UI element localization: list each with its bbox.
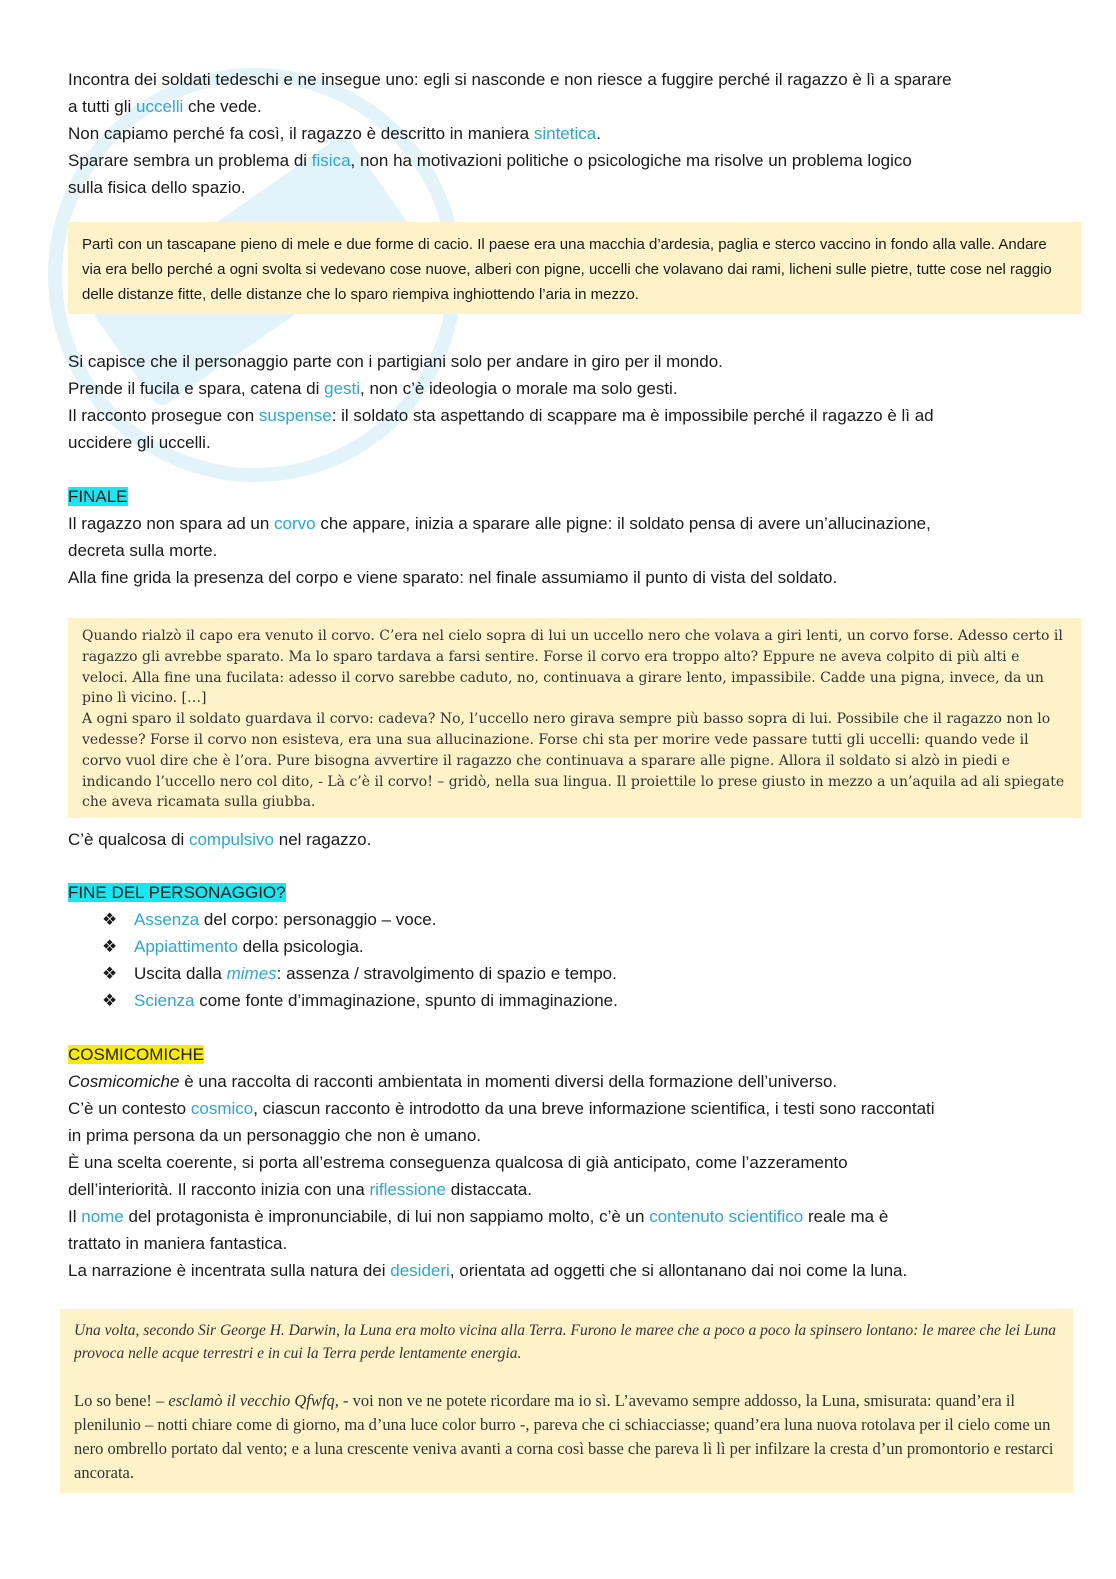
intro-paragraph — [68, 66, 1048, 201]
text-line: Sparare sembra un problema di fisica, non ha motivazioni politiche o psicologiche ma risolve un problema logico — [68, 151, 912, 170]
quote-text: Quando rialzò il capo era venuto il corvo. C’era nel cielo sopra di lui un uccello nero che volava a giri lenti, un corvo forse. Adesso certo il ragazzo gli avrebbe sparato. Ma lo sparo tardava a farsi sentire. Forse il corvo era troppo alto? Eppure ne aveva colpito di più alti e veloci. Alla fine una fucilata: adesso il corvo sarebbe caduto, no, continuava a girare lento, impassibile. Cadde una pigna, invece, da un pino lì vicino. […] — [82, 628, 1063, 707]
bullet-icon: ❖ — [102, 910, 118, 929]
text-line: a tutti gli uccelli che vede. — [68, 97, 262, 116]
bullet-icon: ❖ — [102, 991, 118, 1010]
text-line: È una scelta coerente, si porta all’estrema conseguenza qualcosa di già anticipato, come l’azzeramento — [68, 1153, 848, 1172]
quote-text: Lo so bene! – esclamò il vecchio Qfwfq, - voi non ve ne potete ricordare ma io sì. L’avevamo sempre addosso, la Luna, smisurata: quand’era il plenilunio – notti chiare come di giorno, ma d’una luce color burro -, pareva che ci schiacciasse; quand’era luna nuova rotolava per il cielo come un nero ombrello portato dal vento; e a luna crescente veniva avanti a corna così basse che pareva lì lì per infilzare la cresta d’un promontorio e restarci ancorata. — [74, 1391, 1054, 1482]
text-line: C’è un contesto cosmico, ciascun racconto è introdotto da una breve informazione scientifica, i testi sono raccontati — [68, 1099, 935, 1118]
text-line: Non capiamo perché fa così, il ragazzo è descritto in maniera sintetica. — [68, 124, 601, 143]
text-line: trattato in maniera fantastica. — [68, 1234, 288, 1253]
text-line: Si capisce che il personaggio parte con i partigiani solo per andare in giro per il mondo. — [68, 352, 723, 371]
section-heading-cosmicomiche: COSMICOMICHE — [68, 1045, 204, 1064]
list-item: ❖ Assenza del corpo: personaggio – voce. — [102, 906, 1048, 933]
text-line: decreta sulla morte. — [68, 541, 218, 560]
middle-paragraph — [68, 348, 1048, 456]
list-item: ❖ Scienza come fonte d’immaginazione, spunto di immaginazione. — [102, 987, 1048, 1014]
highlight-term: corvo — [274, 514, 316, 533]
text-line: uccidere gli uccelli. — [68, 433, 211, 452]
text-line: Il racconto prosegue con suspense: il soldato sta aspettando di scappare ma è impossibile perché il ragazzo è lì ad — [68, 406, 934, 425]
bullet-icon: ❖ — [102, 964, 118, 983]
highlight-term: compulsivo — [188, 830, 275, 849]
text-line: Il nome del protagonista è impronunciabile, di lui non sappiamo molto, c’è un contenuto scientifico reale ma è — [68, 1207, 889, 1226]
quote-box-3 — [60, 1309, 1073, 1493]
text-line: Prende il fucila e spara, catena di gesti, non c’è ideologia o morale ma solo gesti. — [68, 379, 678, 398]
quote-box-1 — [68, 222, 1081, 314]
quote-box-2 — [68, 618, 1081, 818]
text-line: Incontra dei soldati tedeschi e ne insegue uno: egli si nasconde e non riesce a fuggire perché il ragazzo è lì a sparare — [68, 70, 952, 89]
text-line: Il ragazzo non spara ad un corvo che appare, inizia a sparare alle pigne: il soldato pensa di avere un’allucinazione, — [68, 514, 931, 533]
highlight-term: suspense — [258, 406, 332, 425]
bullet-icon: ❖ — [102, 937, 118, 956]
text-line: sulla fisica dello spazio. — [68, 178, 246, 197]
text-line: Alla fine grida la presenza del corpo e viene sparato: nel finale assumiamo il punto di vista del soldato. — [68, 568, 838, 587]
text-line: Cosmicomiche è una raccolta di racconti ambientata in momenti diversi della formazione dell’universo. — [68, 1072, 838, 1091]
highlight-term: gesti — [324, 379, 361, 398]
highlight-term: sintetica — [533, 124, 597, 143]
text-line: La narrazione è incentrata sulla natura dei desideri, orientata ad oggetti che si allontanano dai noi come la luna. — [68, 1261, 908, 1280]
cosmicomiche-section — [68, 1041, 1048, 1284]
text-line: dell’interiorità. Il racconto inizia con una riflessione distaccata. — [68, 1180, 532, 1199]
section-heading-finale: FINALE — [68, 487, 128, 506]
list-item: ❖ Uscita dalla mimes: assenza / stravolgimento di spazio e tempo. — [102, 960, 1048, 987]
highlight-term: fisica — [311, 151, 351, 170]
quote-intro: Una volta, secondo Sir George H. Darwin, la Luna era molto vicina alla Terra. Furono le maree che a poco a poco la spinsero lontano: le maree che lei Luna provoca nelle acque terrestri e in cui la Terra perde lentamente energia. — [74, 1322, 1056, 1362]
text-line: in prima persona da un personaggio che non è umano. — [68, 1126, 482, 1145]
section-heading-fine-personaggio: FINE DEL PERSONAGGIO? — [68, 883, 286, 902]
highlight-term: uccelli — [136, 97, 184, 116]
finale-section — [68, 483, 1048, 591]
compulsivo-line: C’è qualcosa di compulsivo nel ragazzo. — [68, 830, 372, 849]
bullet-list — [68, 906, 1048, 1014]
fine-personaggio-section — [68, 879, 1048, 1014]
quote-text: A ogni sparo il soldato guardava il corvo: cadeva? No, l’uccello nero girava sempre più basso sopra di lui. Possibile che il ragazzo non lo vedesse? Forse il corvo non esisteva, era una sua allucinazione. Forse chi sta per morire vede passare tutti gli uccelli: quando vede il corvo vuol dire che è l’ora. Pure bisogna avvertire il ragazzo che continuava a sparare alle pigne. Allora il soldato si alzò in piedi e indicando l’uccello nero col dito, - Là c’è il corvo! – gridò, nella sua lingua. Il proiettile lo prese giusto in mezzo a un’aquila ad ali spiegate che aveva ricamata sulla giubba. — [82, 711, 1065, 811]
list-item: ❖ Appiattimento della psicologia. — [102, 933, 1048, 960]
quote-text: Partì con un tascapane pieno di mele e due forme di cacio. Il paese era una macchia d’ardesia, paglia e sterco vaccino in fondo alla valle. Andare via era bello perché a ogni svolta si vedevano cose nuove, alberi con pigne, uccelli che volavano dai rami, licheni sulle pietre, tutte cose nel raggio delle distanze fitte, delle distanze che lo sparo riempiva inghiottendo l’aria in mezzo. — [82, 236, 1052, 303]
